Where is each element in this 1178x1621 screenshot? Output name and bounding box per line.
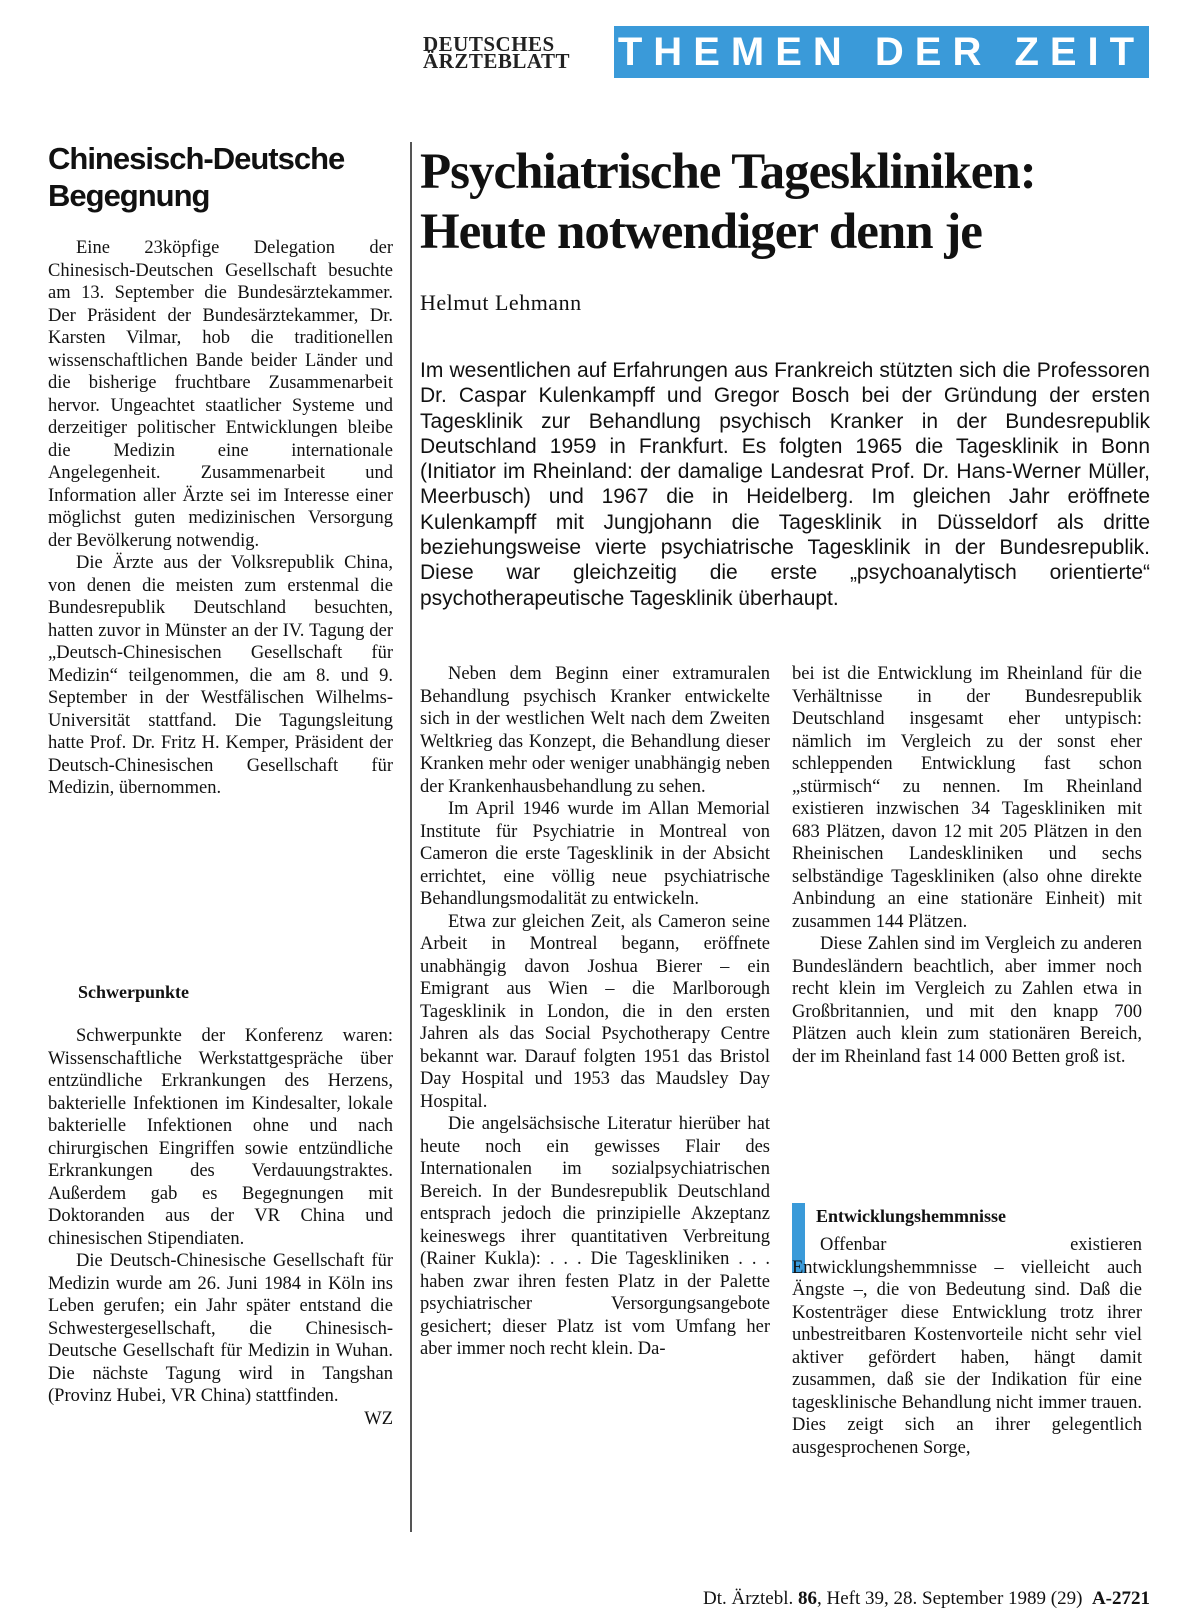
column-divider xyxy=(410,142,412,1532)
sidebar-paragraph-text: Die Deutsch-Chinesische Gesellschaft für Medizin wurde am 26. Juni 1984 in Köln ins Leben gerufen; ein Jahr später entstand die Schwestergesellschaft, die Chinesisch-Deutsche Gesellschaft für Medizin in Wuhan. Die nächste Tagung wird in Tangshan (Provinz Hubei, VR China) stattfinden. xyxy=(48,1251,393,1406)
footer-volume: 86 xyxy=(798,1588,818,1609)
sidebar-body-2 xyxy=(48,1025,393,1430)
footer-issue: , Heft 39, 28. September 1989 (29) xyxy=(817,1588,1083,1609)
article-paragraph: Neben dem Beginn einer extramuralen Behandlung psychisch Kranker entwickelte sich in der westlichen Welt nach dem Zweiten Weltkrieg das Konzept, die Behandlung dieser Kranken mehr oder weniger unabhängig neben der Krankenhausbehandlung zu sehen. xyxy=(420,664,770,797)
article-author: Helmut Lehmann xyxy=(420,290,582,315)
section-banner: THEMEN DER ZEIT xyxy=(614,26,1149,78)
article-paragraph: Offenbar existieren Entwicklungshemmnisse – vielleicht auch Ängste –, die von Bedeutung sind. Daß die Kostenträger diese Entwicklung trotz ihrer unbestreitbaren Kostenvorteile nicht sehr viel aktiver gefördert haben, hängt damit zusammen, daß sie der Indikation für eine tagesklinische Behandlung nicht immer trauen. Dies zeigt sich an ihrer gelegentlich ausgesprochenen Sorge, xyxy=(792,1235,1142,1458)
article-paragraph: Diese Zahlen sind im Vergleich zu anderen Bundesländern beachtlich, aber immer noch recht klein im Vergleich zu Zahlen etwa in Großbritannien, und mit den knapp 700 Plätzen auch klein zum stationären Bereich, der im Rheinland fast 14 000 Betten groß ist. xyxy=(792,934,1142,1067)
masthead-line1: DEUTSCHES xyxy=(423,32,555,56)
article-column-2b xyxy=(792,1234,1142,1459)
sidebar-paragraph xyxy=(48,1250,393,1429)
footer-page: A-2721 xyxy=(1091,1588,1150,1609)
sidebar-subheading: Schwerpunkte xyxy=(78,982,190,1002)
article-subheading: Entwicklungshemmnisse xyxy=(816,1206,1007,1226)
page-footer xyxy=(640,1588,1150,1610)
article-lead: Im wesentlichen auf Erfahrungen aus Frankreich stützten sich die Professoren Dr. Caspar Kulenkampff und Gregor Bosch bei der Gründung der ersten Tagesklinik zur Behandlung psychisch Kranker in der Bundesrepublik Deutschland 1959 in Frankfurt. Es folgten 1965 die Tagesklinik in Bonn (Initiator im Rheinland: der damalige Landesrat Prof. Dr. Hans-Werner Müller, Meerbusch) und 1967 die in Heidelberg. Im gleichen Jahr eröffnete Kulenkampff mit Jungjohann die Tagesklinik in Düsseldorf als dritte beziehungsweise vierte psychiatrische Tagesklinik in der Bundesrepublik. Diese war gleichzeitig die erste „psychoanalytisch orientierte“ psychotherapeutische Tagesklinik überhaupt. xyxy=(420,359,1150,610)
article-title xyxy=(420,142,1160,262)
article-paragraph: Etwa zur gleichen Zeit, als Cameron seine Arbeit in Montreal begann, eröffnete unabhängig davon Joshua Bierer – ein Emigrant aus Wien – die Marlborough Tagesklinik in London, die in den ersten Jahren als das Social Psychotherapy Centre bekannt war. Darauf folgten 1951 das Bristol Day Hospital und 1953 das Maudsley Day Hospital. xyxy=(420,911,770,1112)
sidebar-paragraph: Die Ärzte aus der Volksrepublik China, von denen die meisten zum erstenmal die Bundesrepublik Deutschland besuchten, hatten zuvor in Münster an der IV. Tagung der „Deutsch-Chinesischen Gesellschaft für Medizin“ teilgenommen, die am 8. und 9. September in der Westfälischen Wilhelms-Universität stattfand. Die Tagungsleitung hatte Prof. Dr. Fritz H. Kemper, Präsident der Deutsch-Chinesischen Gesellschaft für Medizin, übernommen. xyxy=(48,553,393,798)
footer-journal: Dt. Ärztebl. xyxy=(703,1588,794,1609)
masthead-logo xyxy=(423,32,593,73)
article-paragraph: Im April 1946 wurde im Allan Memorial Institute für Psychiatrie in Montreal von Cameron die erste Tagesklinik in der Absicht errichtet, eine völlig neue psychiatrische Behandlungsmodalität zu entwickeln. xyxy=(420,799,770,909)
sidebar-body xyxy=(48,237,393,800)
masthead-line2: ÄRZTEBLATT xyxy=(423,49,570,73)
signature: WZ xyxy=(364,1408,393,1429)
article-title-line2: Heute notwendiger denn je xyxy=(420,204,982,260)
sidebar-paragraph: Schwerpunkte der Konferenz waren: Wissenschaftliche Werkstattgespräche über entzündliche Erkrankungen des Herzens, bakterielle Infektionen im Kindesalter, lokale bakterielle Infektionen ohne und nach chirurgischen Eingriffen sowie entzündliche Erkrankungen des Verdauungstraktes. Außerdem gab es Begegnungen mit Doktoranden aus der VR China und chinesischen Stipendiaten. xyxy=(48,1026,393,1249)
article-paragraph: Die angelsächsische Literatur hierüber hat heute noch ein gewisses Flair des Internationalen im sozialpsychiatrischen Bereich. In der Bundesrepublik Deutschland entsprach jedoch die prinzipielle Akzeptanz keineswegs ihrer quantitativen Verbreitung (Rainer Kukla): . . . Die Tageskliniken . . . haben zwar ihren festen Platz in der Palette psychiatrischer Versorgungsangebote gesichert; dieser Platz ist vom Umfang her aber immer noch recht klein. Da- xyxy=(420,1114,770,1359)
article-column-1 xyxy=(420,663,770,1361)
article-column-2 xyxy=(792,663,1142,1068)
sidebar-title: Chinesisch-Deutsche Begegnung xyxy=(48,141,345,213)
sidebar-paragraph: Eine 23köpfige Delegation der Chinesisch-Deutschen Gesellschaft besuchte am 13. September die Bundesärztekammer. Der Präsident der Bundesärztekammer, Dr. Karsten Vilmar, hob die traditionellen wissenschaftlichen Bande beider Länder und die bisherige fruchtbare Zusammenarbeit hervor. Ungeachtet staatlicher Systeme und derzeitiger politischer Entwicklungen bleibe die Medizin eine internationale Angelegenheit. Zusammenarbeit und Information aller Ärzte sei im Interesse einer möglichst guten medizinischen Versorgung der Bevölkerung notwendig. xyxy=(48,238,393,551)
article-paragraph: bei ist die Entwicklung im Rheinland für die Verhältnisse in der Bundesrepublik Deutschland insgesamt eher untypisch: nämlich im Vergleich zu der sonst eher schleppenden Entwicklung fast schon „stürmisch“ zu nennen. Im Rheinland existieren inzwischen 34 Tageskliniken mit 683 Plätzen, davon 12 mit 205 Plätzen in den Rheinischen Landeskliniken und sechs selbständige Tageskliniken (also ohne direkte Anbindung an eine stationäre Einheit) mit zusammen 144 Plätzen. xyxy=(792,664,1142,932)
article-title-line1: Psychiatrische Tageskliniken: xyxy=(420,144,1036,200)
